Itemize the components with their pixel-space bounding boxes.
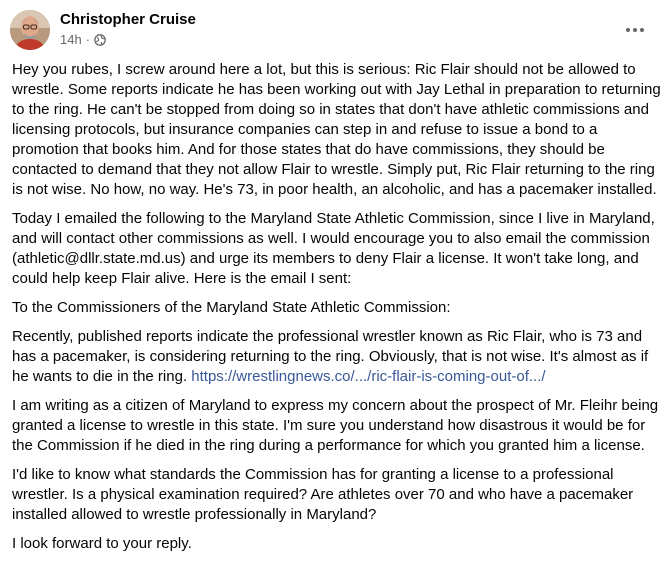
- post-paragraph-with-link: [12, 327, 662, 387]
- author-name[interactable]: Christopher Cruise: [60, 11, 196, 28]
- avatar-photo: [10, 10, 50, 50]
- post-meta: [60, 32, 106, 47]
- post-paragraph-text: Recently, published reports indicate the professional wrestler known as Ric Flair, who is 73 and has a pacemaker, is considering returning to the ring. Obviously, that is not wise. It's almost as if he wants to die in the ring.: [12, 328, 649, 385]
- post-paragraph: I'd like to know what standards the Commission has for granting a license to a professional wrestler. Is a physical examination required? Are athletes over 70 and who have a pacemaker installed allowed to wrestle professionally in Maryland?: [12, 466, 634, 523]
- globe-icon[interactable]: [94, 34, 106, 46]
- author-avatar[interactable]: [10, 10, 50, 50]
- post-paragraph: I look forward to your reply.: [12, 535, 192, 552]
- post-paragraph: Today I emailed the following to the Maryland State Athletic Commission, since I live in Maryland, and will contact other commissions as well. I would encourage you to also email the commission (athletic@dllr.state.md.us) and urge its members to deny Flair a license. It won't take long, and could help keep Flair alive. Here is the email I sent:: [12, 210, 655, 287]
- post-paragraph: To the Commissioners of the Maryland State Athletic Commission:: [12, 299, 451, 316]
- post-paragraph: Hey you rubes, I screw around here a lot, but this is serious: Ric Flair should not be allowed to wrestle. Some reports indicate he has been working out with Jay Lethal in preparation to returning to the ring. He can't be stopped from doing so in states that don't have athletic commissions and licensing protocols, but insurance companies can step in and refuse to issue a bond to a promotion that books him. And for those states that do have commissions, they should be contacted to demand that they not allow Flair to wrestle. Simply put, Ric Flair returning to the ring is not wise. No how, no way. He's 73, in poor health, an alcoholic, and has a pacemaker installed.: [12, 61, 661, 198]
- post-paragraph: I am writing as a citizen of Maryland to express my concern about the prospect of Mr. Fleihr being granted a license to wrestle in this state. I'm sure you understand how disastrous it would be for the Commission if he died in the ring during a performance for which you granted him a license.: [12, 397, 659, 454]
- meta-separator: ·: [85, 32, 91, 47]
- post-body: [12, 60, 662, 563]
- post-timestamp[interactable]: 14h: [60, 32, 82, 47]
- article-link[interactable]: https://wrestlingnews.co/.../ric-flair-is-coming-out-of.../: [191, 368, 546, 385]
- more-options-button[interactable]: [617, 12, 653, 48]
- more-options-icon: [625, 27, 645, 33]
- post-header: [0, 0, 669, 56]
